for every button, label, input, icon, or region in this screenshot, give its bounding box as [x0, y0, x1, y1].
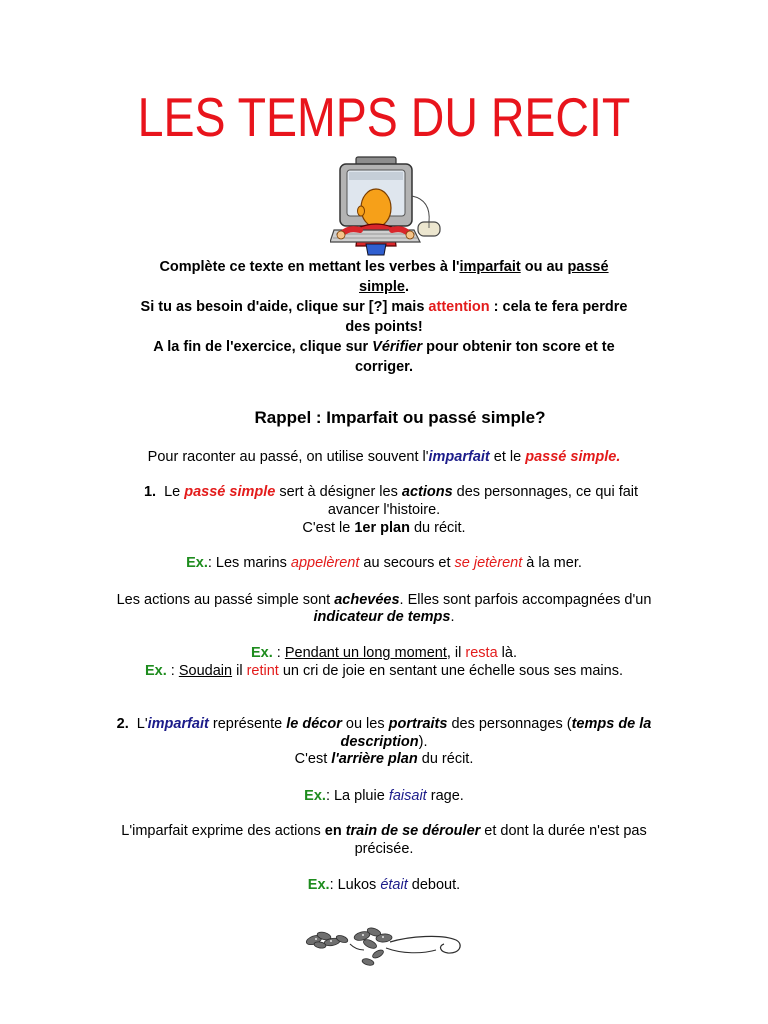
point1-note-line-2	[0, 608, 768, 626]
example-label: Ex.	[307, 877, 330, 893]
body-text: :	[166, 663, 179, 679]
instruction-text: corriger.	[354, 359, 414, 375]
instruction-text: ou au	[520, 259, 568, 275]
underlined-term-imparfait: imparfait	[459, 259, 521, 275]
term-passe-simple: passé simple	[184, 484, 276, 500]
instruction-text: : cela te fera perdre	[489, 299, 628, 315]
attention-warning: attention	[428, 299, 490, 315]
example-label: Ex.	[144, 663, 167, 679]
point2-line-2	[0, 733, 768, 751]
body-text: au secours et	[359, 555, 455, 571]
point2-example-1	[0, 787, 768, 805]
body-text: il	[232, 663, 247, 679]
body-text: : La pluie	[325, 788, 389, 804]
body-text: C'est le	[302, 520, 355, 536]
verb-passe-simple: appelèrent	[290, 555, 360, 571]
point1-line-1	[0, 483, 768, 501]
emphasis-indicateur: indicateur de temps	[313, 609, 451, 625]
verb-passe-simple: resta	[465, 645, 498, 661]
instruction-text: .	[404, 279, 409, 295]
body-text: précisée.	[354, 841, 414, 857]
body-text: Pour raconter au passé, on utilise souvent l'	[147, 449, 429, 465]
emphasis-temps: temps de la	[571, 716, 652, 732]
underlined-term-simple: simple	[359, 279, 405, 295]
body-text: rage.	[426, 788, 464, 804]
body-text: du récit.	[409, 520, 466, 536]
body-text: là.	[497, 645, 517, 661]
point1-note-line-1	[0, 591, 768, 609]
body-text: et le	[489, 449, 526, 465]
underlined-term-passe: passé	[567, 259, 609, 275]
verb-imparfait: faisait	[388, 788, 427, 804]
point1-example-2	[0, 644, 768, 662]
point2-note-line-1	[0, 822, 768, 840]
example-label: Ex.	[250, 645, 273, 661]
verb-passe-simple: se jetèrent	[454, 555, 523, 571]
emphasis-description: description	[340, 734, 419, 750]
body-text: des personnages (	[447, 716, 572, 732]
body-text: C'est	[294, 751, 332, 767]
point1-example-3	[0, 662, 768, 680]
time-indicator: Soudain	[178, 663, 233, 679]
body-text: , il	[446, 645, 466, 661]
point2-line-3	[0, 750, 768, 768]
body-text: avancer l'histoire.	[327, 502, 441, 518]
verb-imparfait: était	[380, 877, 408, 893]
instruction-line-1	[0, 257, 768, 277]
verifier-reference: Vérifier	[372, 339, 423, 355]
flourish-ornament-icon	[302, 924, 464, 970]
emphasis-train: train de se dérouler	[345, 823, 481, 839]
example-label: Ex.	[304, 788, 326, 804]
term-imparfait: imparfait	[428, 449, 490, 465]
point1-line-2	[0, 501, 768, 519]
body-text: représente	[208, 716, 287, 732]
instruction-line-2	[0, 277, 768, 297]
body-text: des personnages, ce qui fait	[452, 484, 639, 500]
point2-example-2	[0, 876, 768, 894]
body-text: L'	[128, 716, 148, 732]
emphasis-first-plan: 1er plan	[354, 520, 410, 536]
instruction-text: A la fin de l'exercice, clique sur	[153, 339, 373, 355]
point1-line-3	[0, 519, 768, 537]
point1-example-1	[0, 554, 768, 572]
emphasis-decor: le décor	[286, 716, 342, 732]
body-text: Les actions au passé simple sont	[116, 592, 335, 608]
body-text: . Elles sont parfois accompagnées d'un	[399, 592, 652, 608]
instruction-text: Si tu as besoin d'aide, clique sur [?] mais	[140, 299, 429, 315]
instruction-text: pour obtenir ton score et te	[422, 339, 615, 355]
point-number: 1.	[143, 484, 157, 500]
emphasis-achevees: achevées	[334, 592, 400, 608]
body-text: .	[450, 609, 455, 625]
term-imparfait: imparfait	[147, 716, 209, 732]
body-text: Le	[156, 484, 185, 500]
time-indicator: Pendant un long moment	[284, 645, 447, 661]
emphasis-arriere-plan: l'arrière plan	[331, 751, 418, 767]
verb-passe-simple: retint	[246, 663, 279, 679]
emphasis-portraits: portraits	[388, 716, 448, 732]
instruction-text: des points!	[345, 319, 423, 335]
example-label: Ex.	[186, 555, 208, 571]
body-text: : Lukos	[329, 877, 381, 893]
instruction-line-3	[0, 297, 768, 317]
page-title: LES TEMPS DU RECIT	[137, 86, 631, 148]
body-text: L'imparfait exprime des actions	[121, 823, 325, 839]
body-text: debout.	[407, 877, 461, 893]
term-passe-simple: passé simple.	[525, 449, 621, 465]
body-text: à la mer.	[522, 555, 582, 571]
computer-user-icon	[330, 156, 448, 256]
emphasis-actions: actions	[401, 484, 453, 500]
body-text: :	[272, 645, 285, 661]
body-text: du récit.	[417, 751, 474, 767]
body-text: un cri de joie en sentant une échelle sous ses mains.	[278, 663, 623, 679]
instruction-line-5	[0, 337, 768, 357]
rappel-heading: Rappel : Imparfait ou passé simple?	[254, 408, 546, 427]
instruction-line-4	[0, 317, 768, 337]
point2-line-1	[0, 715, 768, 733]
emphasis-en: en	[324, 823, 346, 839]
rappel-intro	[0, 448, 768, 466]
body-text: et dont la durée n'est pas	[480, 823, 647, 839]
body-text: ).	[418, 734, 428, 750]
instruction-line-6	[0, 357, 768, 377]
point2-note-line-2	[0, 840, 768, 858]
body-text: ou les	[341, 716, 389, 732]
body-text: sert à désigner les	[275, 484, 402, 500]
instruction-text: Complète ce texte en mettant les verbes à l'	[159, 259, 460, 275]
body-text: : Les marins	[207, 555, 291, 571]
point-number: 2.	[116, 716, 129, 732]
